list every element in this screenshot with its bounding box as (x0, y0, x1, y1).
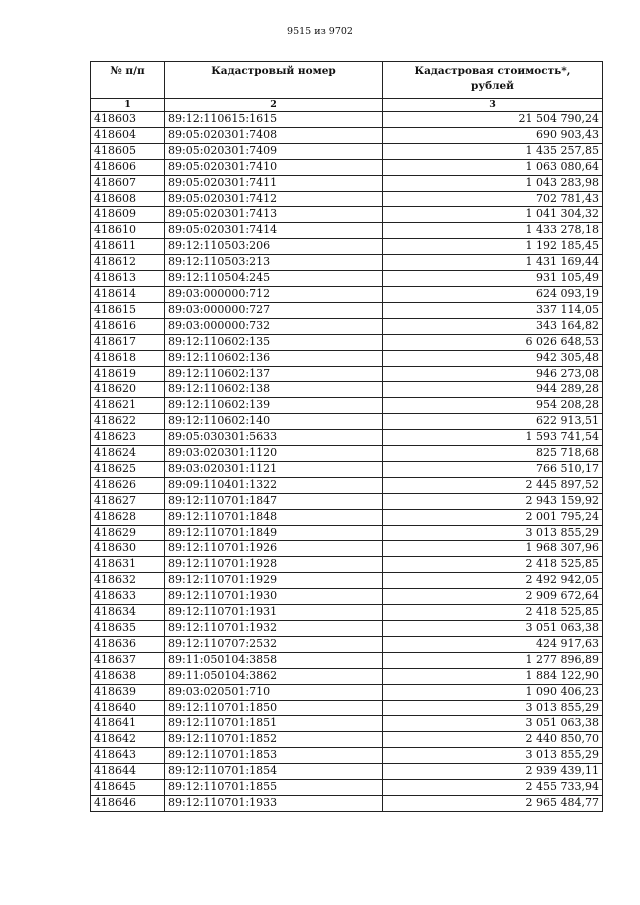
cadastral-number-cell: 89:12:110701:1848 (165, 509, 383, 525)
cadastral-number-cell: 89:03:020301:1120 (165, 446, 383, 462)
cadastral-value-cell: 424 917,63 (383, 636, 603, 652)
row-number-cell: 418620 (91, 382, 165, 398)
cadastral-value-cell: 3 013 855,29 (383, 700, 603, 716)
cadastral-number-cell: 89:05:020301:7414 (165, 223, 383, 239)
table-header-row (91, 62, 603, 99)
cadastral-value-cell: 3 051 063,38 (383, 716, 603, 732)
cadastral-value-cell: 2 939 439,11 (383, 764, 603, 780)
cadastral-value-cell: 2 445 897,52 (383, 477, 603, 493)
row-number-cell: 418625 (91, 461, 165, 477)
cadastral-value-cell: 3 013 855,29 (383, 525, 603, 541)
cadastral-value-cell: 1 090 406,23 (383, 684, 603, 700)
cadastral-number-cell: 89:03:020501:710 (165, 684, 383, 700)
table-row (91, 795, 603, 811)
row-number-cell: 418641 (91, 716, 165, 732)
table-row (91, 493, 603, 509)
row-number-cell: 418629 (91, 525, 165, 541)
cadastral-value-cell: 1 431 169,44 (383, 255, 603, 271)
table-row (91, 509, 603, 525)
table-row (91, 668, 603, 684)
table-row (91, 525, 603, 541)
table-row (91, 398, 603, 414)
row-number-cell: 418628 (91, 509, 165, 525)
header-row-number: № п/п (91, 62, 165, 99)
cadastral-value-cell: 6 026 648,53 (383, 334, 603, 350)
cadastral-number-cell: 89:12:110504:245 (165, 271, 383, 287)
cadastral-number-cell: 89:11:050104:3858 (165, 652, 383, 668)
cadastral-number-cell: 89:12:110701:1849 (165, 525, 383, 541)
row-number-cell: 418630 (91, 541, 165, 557)
row-number-cell: 418633 (91, 589, 165, 605)
header-cadastral-value (383, 62, 603, 99)
row-number-cell: 418634 (91, 605, 165, 621)
cadastral-number-cell: 89:12:110701:1930 (165, 589, 383, 605)
table-row (91, 334, 603, 350)
row-number-cell: 418618 (91, 350, 165, 366)
table-row (91, 636, 603, 652)
cadastral-number-cell: 89:12:110503:213 (165, 255, 383, 271)
table-row (91, 446, 603, 462)
cadastral-value-table (90, 61, 603, 812)
table-row (91, 223, 603, 239)
cadastral-value-cell: 1 063 080,64 (383, 159, 603, 175)
table-row (91, 605, 603, 621)
row-number-cell: 418621 (91, 398, 165, 414)
cadastral-number-cell: 89:12:110701:1850 (165, 700, 383, 716)
cadastral-number-cell: 89:05:020301:7410 (165, 159, 383, 175)
column-number-2: 2 (165, 99, 383, 112)
row-number-cell: 418635 (91, 621, 165, 637)
header-cadastral-value-line1: Кадастровая стоимость*, (414, 65, 571, 77)
cadastral-number-cell: 89:09:110401:1322 (165, 477, 383, 493)
table-row (91, 143, 603, 159)
table-row (91, 239, 603, 255)
cadastral-number-cell: 89:03:000000:727 (165, 302, 383, 318)
cadastral-number-cell: 89:11:050104:3862 (165, 668, 383, 684)
cadastral-value-cell: 2 418 525,85 (383, 557, 603, 573)
row-number-cell: 418639 (91, 684, 165, 700)
table-row (91, 780, 603, 796)
row-number-cell: 418624 (91, 446, 165, 462)
cadastral-number-cell: 89:12:110701:1851 (165, 716, 383, 732)
cadastral-value-cell: 1 043 283,98 (383, 175, 603, 191)
table-row (91, 127, 603, 143)
cadastral-value-cell: 954 208,28 (383, 398, 603, 414)
row-number-cell: 418631 (91, 557, 165, 573)
row-number-cell: 418609 (91, 207, 165, 223)
cadastral-number-cell: 89:05:020301:7408 (165, 127, 383, 143)
row-number-cell: 418622 (91, 414, 165, 430)
cadastral-value-cell: 337 114,05 (383, 302, 603, 318)
table-row (91, 366, 603, 382)
cadastral-number-cell: 89:12:110602:139 (165, 398, 383, 414)
cadastral-number-cell: 89:03:000000:712 (165, 286, 383, 302)
table-row (91, 700, 603, 716)
row-number-cell: 418642 (91, 732, 165, 748)
header-cadastral-value-line2: рублей (471, 80, 514, 92)
cadastral-value-cell: 944 289,28 (383, 382, 603, 398)
cadastral-number-cell: 89:12:110701:1854 (165, 764, 383, 780)
table-row (91, 255, 603, 271)
row-number-cell: 418626 (91, 477, 165, 493)
row-number-cell: 418645 (91, 780, 165, 796)
row-number-cell: 418603 (91, 112, 165, 128)
cadastral-number-cell: 89:12:110701:1931 (165, 605, 383, 621)
row-number-cell: 418619 (91, 366, 165, 382)
table-row (91, 175, 603, 191)
table-row (91, 191, 603, 207)
table-row (91, 112, 603, 128)
table-row (91, 621, 603, 637)
page-number: 9515 из 9702 (287, 26, 353, 37)
cadastral-number-cell: 89:12:110707:2532 (165, 636, 383, 652)
cadastral-number-cell: 89:03:020301:1121 (165, 461, 383, 477)
row-number-cell: 418613 (91, 271, 165, 287)
cadastral-number-cell: 89:12:110602:138 (165, 382, 383, 398)
cadastral-value-cell: 1 192 185,45 (383, 239, 603, 255)
cadastral-value-cell: 1 593 741,54 (383, 430, 603, 446)
table-row (91, 414, 603, 430)
cadastral-value-cell: 1 968 307,96 (383, 541, 603, 557)
row-number-cell: 418612 (91, 255, 165, 271)
cadastral-number-cell: 89:05:020301:7411 (165, 175, 383, 191)
cadastral-value-cell: 622 913,51 (383, 414, 603, 430)
row-number-cell: 418637 (91, 652, 165, 668)
cadastral-value-cell: 3 013 855,29 (383, 748, 603, 764)
cadastral-value-cell: 2 455 733,94 (383, 780, 603, 796)
row-number-cell: 418638 (91, 668, 165, 684)
cadastral-number-cell: 89:05:020301:7412 (165, 191, 383, 207)
cadastral-number-cell: 89:12:110602:140 (165, 414, 383, 430)
row-number-cell: 418610 (91, 223, 165, 239)
cadastral-value-cell: 825 718,68 (383, 446, 603, 462)
row-number-cell: 418611 (91, 239, 165, 255)
cadastral-value-cell: 942 305,48 (383, 350, 603, 366)
row-number-cell: 418608 (91, 191, 165, 207)
row-number-cell: 418636 (91, 636, 165, 652)
table-row (91, 573, 603, 589)
table-row (91, 652, 603, 668)
cadastral-value-cell: 2 943 159,92 (383, 493, 603, 509)
table-row (91, 541, 603, 557)
row-number-cell: 418623 (91, 430, 165, 446)
table-row (91, 684, 603, 700)
header-cadastral-number: Кадастровый номер (165, 62, 383, 99)
cadastral-number-cell: 89:12:110602:135 (165, 334, 383, 350)
row-number-cell: 418646 (91, 795, 165, 811)
cadastral-value-cell: 2 492 942,05 (383, 573, 603, 589)
table-row (91, 382, 603, 398)
table-row (91, 716, 603, 732)
cadastral-value-cell: 2 001 795,24 (383, 509, 603, 525)
cadastral-number-cell: 89:05:020301:7413 (165, 207, 383, 223)
cadastral-number-cell: 89:12:110602:136 (165, 350, 383, 366)
row-number-cell: 418627 (91, 493, 165, 509)
cadastral-value-cell: 3 051 063,38 (383, 621, 603, 637)
column-number-row (91, 99, 603, 112)
row-number-cell: 418604 (91, 127, 165, 143)
row-number-cell: 418643 (91, 748, 165, 764)
row-number-cell: 418632 (91, 573, 165, 589)
cadastral-value-cell: 2 418 525,85 (383, 605, 603, 621)
table-row (91, 286, 603, 302)
cadastral-value-cell: 1 041 304,32 (383, 207, 603, 223)
cadastral-value-cell: 21 504 790,24 (383, 112, 603, 128)
row-number-cell: 418644 (91, 764, 165, 780)
cadastral-number-cell: 89:12:110701:1929 (165, 573, 383, 589)
table-row (91, 271, 603, 287)
cadastral-number-cell: 89:05:020301:7409 (165, 143, 383, 159)
table-row (91, 461, 603, 477)
row-number-cell: 418606 (91, 159, 165, 175)
cadastral-value-cell: 702 781,43 (383, 191, 603, 207)
cadastral-number-cell: 89:12:110701:1933 (165, 795, 383, 811)
cadastral-number-cell: 89:12:110602:137 (165, 366, 383, 382)
table-row (91, 430, 603, 446)
table-row (91, 477, 603, 493)
cadastral-value-cell: 1 433 278,18 (383, 223, 603, 239)
cadastral-value-cell: 343 164,82 (383, 318, 603, 334)
row-number-cell: 418614 (91, 286, 165, 302)
row-number-cell: 418616 (91, 318, 165, 334)
cadastral-number-cell: 89:12:110503:206 (165, 239, 383, 255)
cadastral-number-cell: 89:12:110701:1847 (165, 493, 383, 509)
cadastral-value-cell: 931 105,49 (383, 271, 603, 287)
table-row (91, 302, 603, 318)
table-row (91, 318, 603, 334)
table-row (91, 350, 603, 366)
cadastral-value-cell: 2 965 484,77 (383, 795, 603, 811)
cadastral-value-cell: 2 909 672,64 (383, 589, 603, 605)
cadastral-number-cell: 89:12:110701:1852 (165, 732, 383, 748)
cadastral-number-cell: 89:05:030301:5633 (165, 430, 383, 446)
row-number-cell: 418605 (91, 143, 165, 159)
column-number-3: 3 (383, 99, 603, 112)
cadastral-value-cell: 2 440 850,70 (383, 732, 603, 748)
cadastral-value-cell: 766 510,17 (383, 461, 603, 477)
cadastral-number-cell: 89:12:110701:1853 (165, 748, 383, 764)
row-number-cell: 418617 (91, 334, 165, 350)
column-number-1: 1 (91, 99, 165, 112)
cadastral-number-cell: 89:12:110701:1855 (165, 780, 383, 796)
cadastral-number-cell: 89:12:110701:1932 (165, 621, 383, 637)
cadastral-number-cell: 89:03:000000:732 (165, 318, 383, 334)
row-number-cell: 418640 (91, 700, 165, 716)
row-number-cell: 418615 (91, 302, 165, 318)
table-row (91, 159, 603, 175)
table-row (91, 732, 603, 748)
cadastral-value-cell: 946 273,08 (383, 366, 603, 382)
cadastral-number-cell: 89:12:110701:1928 (165, 557, 383, 573)
cadastral-number-cell: 89:12:110701:1926 (165, 541, 383, 557)
cadastral-value-cell: 1 435 257,85 (383, 143, 603, 159)
table-row (91, 557, 603, 573)
table-row (91, 748, 603, 764)
table-row (91, 764, 603, 780)
cadastral-value-cell: 1 277 896,89 (383, 652, 603, 668)
table-row (91, 589, 603, 605)
table-row (91, 207, 603, 223)
cadastral-value-cell: 690 903,43 (383, 127, 603, 143)
row-number-cell: 418607 (91, 175, 165, 191)
cadastral-value-cell: 1 884 122,90 (383, 668, 603, 684)
cadastral-value-cell: 624 093,19 (383, 286, 603, 302)
cadastral-number-cell: 89:12:110615:1615 (165, 112, 383, 128)
